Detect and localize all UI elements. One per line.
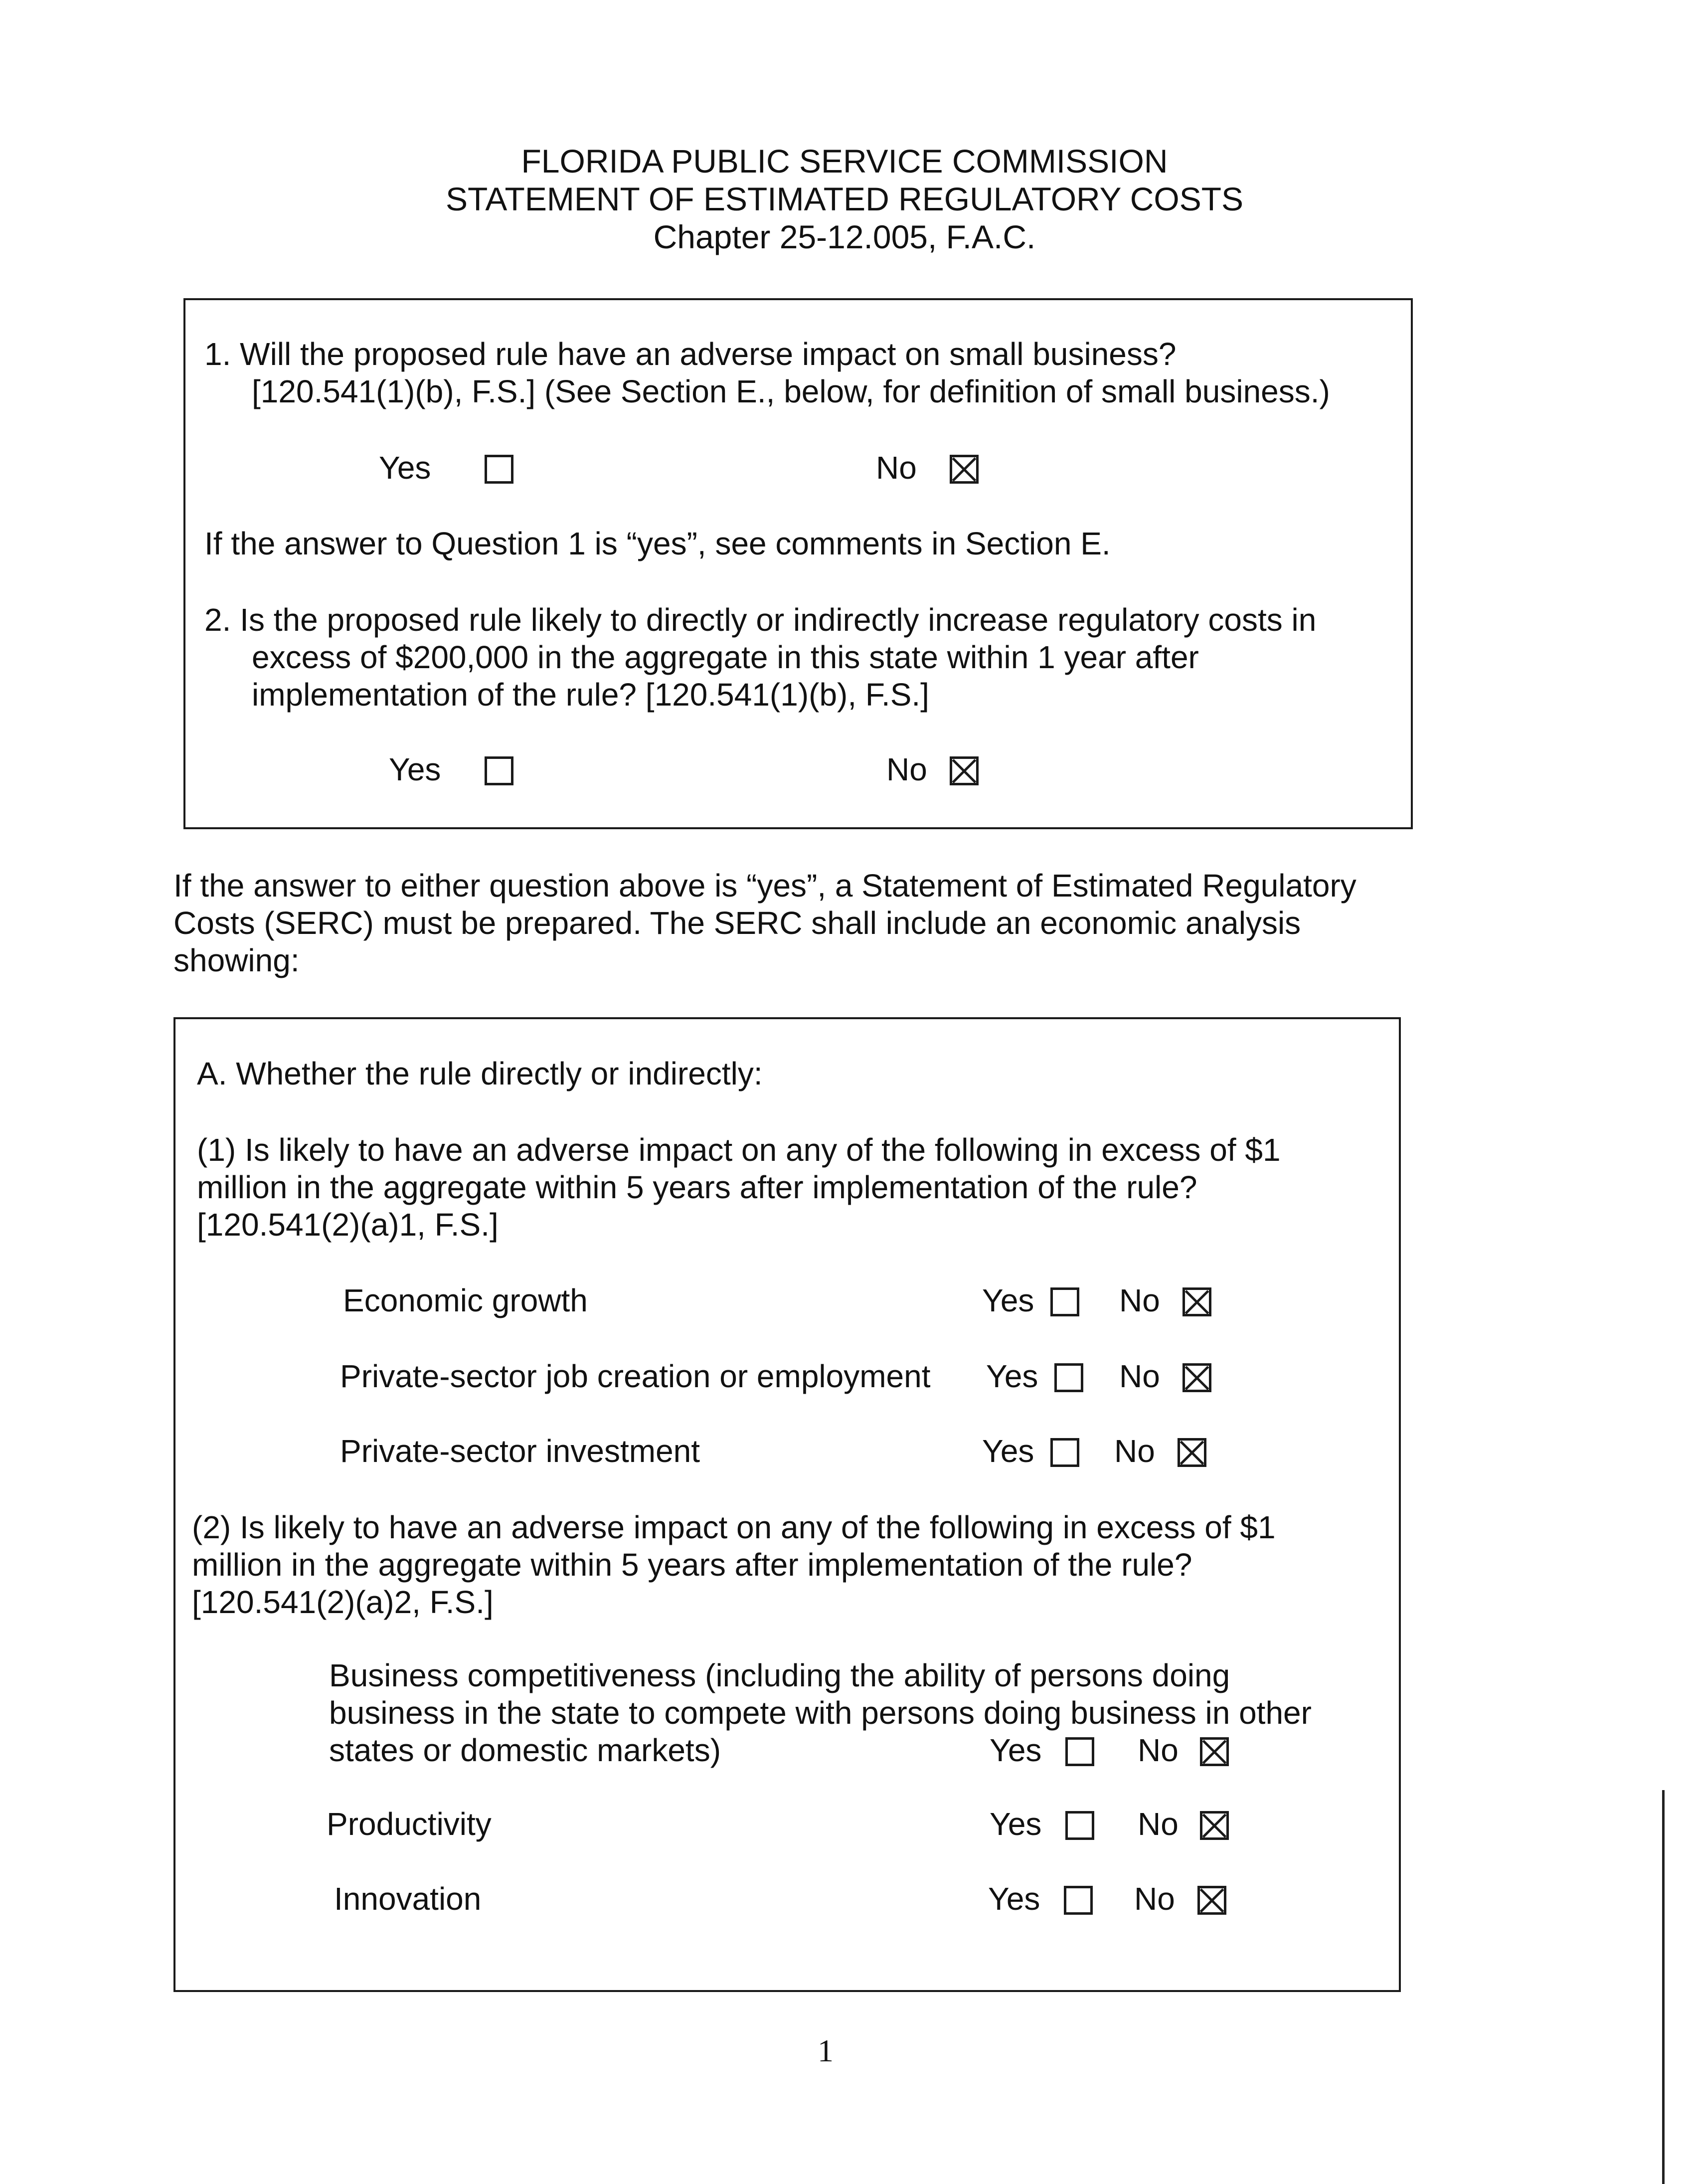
item-label: Private-sector job creation or employment: [340, 1358, 931, 1394]
document-header: [0, 142, 1689, 256]
item-yes-label: Yes: [982, 1282, 1034, 1318]
business-competitiveness-yes-checkbox[interactable]: [1065, 1737, 1094, 1766]
header-agency: FLORIDA PUBLIC SERVICE COMMISSION: [521, 143, 1168, 180]
economic-growth-no-checkbox[interactable]: [1182, 1287, 1211, 1316]
innovation-no-checkbox[interactable]: [1197, 1886, 1226, 1915]
question-2-text-line2: excess of $200,000 in the aggregate in this state within 1 year after: [252, 639, 1199, 675]
business-competitiveness-no-checkbox[interactable]: [1200, 1737, 1229, 1766]
business-competitiveness-label-line3: states or domestic markets): [329, 1732, 721, 1768]
part-2-text-line2: million in the aggregate within 5 years after implementation of the rule?: [192, 1547, 1192, 1583]
part-2-text: (2) Is likely to have an adverse impact on any of the following in excess of $1: [192, 1509, 1276, 1545]
page-number: 1: [818, 2033, 834, 2068]
business-competitiveness-label-line2: business in the state to compete with persons doing business in other: [329, 1695, 1312, 1731]
item-label: Private-sector investment: [340, 1433, 700, 1469]
economic-growth-yes-checkbox[interactable]: [1050, 1287, 1079, 1316]
private-investment-yes-checkbox[interactable]: [1050, 1438, 1079, 1467]
item-no-label: No: [1119, 1358, 1160, 1394]
question-2-yes-label: Yes: [389, 751, 441, 787]
section-a-heading: A. Whether the rule directly or indirectly:: [197, 1056, 763, 1092]
question-1-no-checkbox[interactable]: [950, 455, 979, 484]
question-2-no-checkbox[interactable]: [950, 756, 979, 785]
item-no-label: No: [1119, 1282, 1160, 1318]
item-yes-label: Yes: [986, 1358, 1038, 1394]
header-title: STATEMENT OF ESTIMATED REGULATORY COSTS: [445, 181, 1244, 217]
item-no-label: No: [1138, 1732, 1179, 1768]
question-2-yes-checkbox[interactable]: [485, 756, 513, 785]
item-no-label: No: [1134, 1881, 1175, 1917]
business-competitiveness-label: Business competitiveness (including the ability of persons doing: [329, 1657, 1230, 1693]
scan-edge-line: [1662, 1790, 1665, 2184]
item-label: Productivity: [327, 1806, 492, 1842]
item-no-label: No: [1138, 1806, 1179, 1842]
question-1-yes-label: Yes: [379, 450, 431, 486]
question-1-text: 1. Will the proposed rule have an adverse impact on small business?: [204, 336, 1177, 372]
productivity-no-checkbox[interactable]: [1200, 1811, 1229, 1840]
header-chapter: Chapter 25-12.005, F.A.C.: [653, 218, 1036, 255]
item-yes-label: Yes: [982, 1433, 1034, 1469]
serc-instruction-line2: Costs (SERC) must be prepared. The SERC shall include an economic analysis: [173, 905, 1301, 941]
question-2-text: 2. Is the proposed rule likely to directly or indirectly increase regulatory costs in: [204, 602, 1317, 638]
item-label: Innovation: [334, 1881, 482, 1917]
part-1-text-line2: million in the aggregate within 5 years after implementation of the rule?: [197, 1169, 1197, 1205]
item-yes-label: Yes: [990, 1732, 1042, 1768]
part-1-citation: [120.541(2)(a)1, F.S.]: [197, 1207, 499, 1243]
question-1-no-label: No: [876, 450, 917, 486]
serc-instruction-line3: showing:: [173, 942, 300, 978]
question-2-citation: implementation of the rule? [120.541(1)(b), F.S.]: [252, 677, 929, 713]
question-1-citation: [120.541(1)(b), F.S.] (See Section E., below, for definition of small business.): [252, 373, 1330, 409]
item-no-label: No: [1114, 1433, 1155, 1469]
question-2-no-label: No: [886, 751, 927, 787]
job-creation-no-checkbox[interactable]: [1182, 1363, 1211, 1392]
part-1-text: (1) Is likely to have an adverse impact on any of the following in excess of $1: [197, 1132, 1281, 1168]
item-yes-label: Yes: [988, 1881, 1040, 1917]
question-1-note: If the answer to Question 1 is “yes”, see comments in Section E.: [204, 526, 1111, 561]
item-yes-label: Yes: [990, 1806, 1042, 1842]
productivity-yes-checkbox[interactable]: [1065, 1811, 1094, 1840]
question-1-yes-checkbox[interactable]: [485, 455, 513, 484]
job-creation-yes-checkbox[interactable]: [1054, 1363, 1083, 1392]
item-label: Economic growth: [343, 1282, 588, 1318]
private-investment-no-checkbox[interactable]: [1178, 1438, 1206, 1467]
serc-instruction-line1: If the answer to either question above is “yes”, a Statement of Estimated Regulatory: [173, 868, 1356, 904]
part-2-citation: [120.541(2)(a)2, F.S.]: [192, 1584, 494, 1620]
innovation-yes-checkbox[interactable]: [1064, 1886, 1093, 1915]
